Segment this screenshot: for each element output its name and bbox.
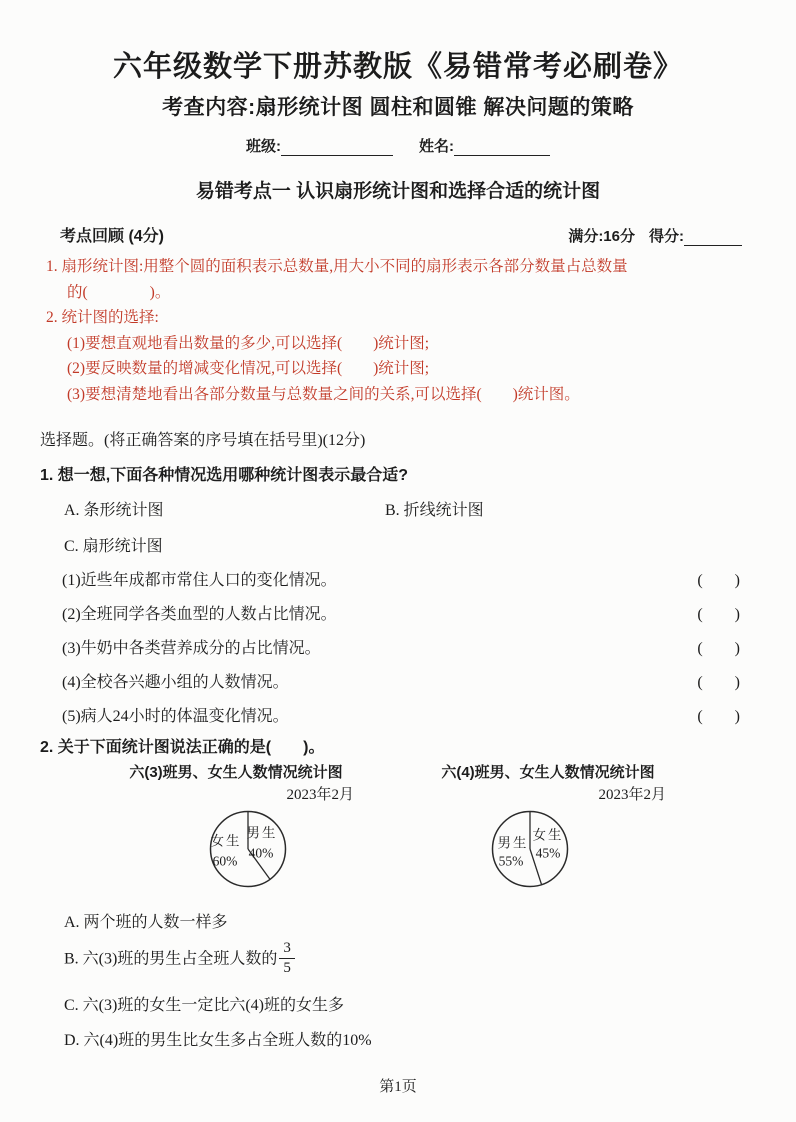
review-line: 2. 统计图的选择: — [46, 309, 159, 326]
review-line: 的( )。 — [67, 283, 171, 301]
answer-bracket[interactable]: ( ) — [697, 708, 740, 725]
pie-chart — [490, 809, 570, 889]
page-subtitle: 考查内容:扇形统计图 圆柱和圆锥 解决问题的策略 — [162, 96, 634, 119]
answer-bracket[interactable]: ( ) — [697, 606, 740, 623]
q2-option-b — [0, 942, 796, 978]
fraction-numerator: 3 — [279, 940, 295, 959]
question-2-stem: 2. 关于下面统计图说法正确的是( )。 — [40, 739, 325, 756]
pie-value-female: 60% — [212, 853, 238, 869]
fraction-denominator: 5 — [283, 959, 291, 976]
review-line: (3)要想清楚地看出各部分数量与总数量之间的关系,可以选择( )统计图。 — [67, 385, 580, 403]
review-line: (1)要想直观地看出数量的多少,可以选择( )统计图; — [67, 334, 430, 352]
q2-option-d: D. 六(4)班的男生比女生多占全班人数的10% — [64, 1032, 372, 1049]
q2-option-a: A. 两个班的人数一样多 — [64, 914, 228, 931]
question-item — [0, 669, 796, 692]
score-row — [0, 223, 796, 246]
full-score-label: 满分:16分 — [568, 228, 635, 245]
class-input-blank[interactable] — [281, 140, 393, 156]
pie-chart — [208, 809, 288, 889]
question-item — [0, 567, 796, 590]
pie-label-male: 男生 — [246, 825, 278, 841]
question-item — [0, 601, 796, 624]
chart-subtitle: 2023年2月 — [286, 787, 354, 803]
answer-bracket[interactable]: ( ) — [697, 674, 740, 691]
item-text: (1)近些年成都市常住人口的变化情况。 — [62, 572, 337, 589]
pie-chart-class-6-4 — [424, 761, 672, 889]
pie-charts-row — [0, 761, 796, 889]
fraction-three-fifths — [279, 940, 295, 976]
chart-title: 六(4)班男、女生人数情况统计图 — [441, 764, 655, 781]
review-notes-block — [46, 254, 796, 407]
review-line: (2)要反映数量的增减变化情况,可以选择( )统计图; — [67, 360, 430, 377]
q2-option-b-text: B. 六(3)班的男生占全班人数的 — [64, 950, 278, 968]
pie-label-female: 女生 — [210, 833, 242, 849]
score-area — [568, 225, 742, 246]
pie-label-male: 男生 — [497, 835, 529, 851]
item-text: (2)全班同学各类血型的人数占比情况。 — [62, 606, 337, 623]
name-input-blank[interactable] — [454, 140, 550, 156]
chart-subtitle: 2023年2月 — [598, 787, 666, 803]
question-1-options-row — [0, 497, 796, 520]
name-label: 姓名: — [419, 138, 454, 155]
option-b: B. 折线统计图 — [385, 502, 484, 519]
answer-bracket[interactable]: ( ) — [697, 572, 740, 589]
option-a: A. 条形统计图 — [64, 502, 164, 519]
item-text: (5)病人24小时的体温变化情况。 — [62, 708, 289, 725]
chart-title: 六(3)班男、女生人数情况统计图 — [129, 764, 343, 781]
pie-value-female: 45% — [535, 845, 561, 861]
score-input-blank[interactable] — [684, 230, 742, 246]
student-info-line — [0, 135, 796, 156]
review-line: 1. 扇形统计图:用整个圆的面积表示总数量,用大小不同的扇形表示各部分数量占总数量 — [46, 258, 628, 275]
pie-chart-class-6-3 — [112, 761, 360, 889]
choice-instruction: 选择题。(将正确答案的序号填在括号里)(12分) — [40, 432, 366, 449]
section-heading: 易错考点一 认识扇形统计图和选择合适的统计图 — [195, 181, 601, 202]
class-label: 班级: — [246, 138, 281, 155]
question-item — [0, 635, 796, 658]
review-label: 考点回顾 (4分) — [60, 228, 165, 245]
page-number: 第1页 — [379, 1079, 417, 1095]
question-item — [0, 703, 796, 726]
item-text: (3)牛奶中各类营养成分的占比情况。 — [62, 640, 321, 657]
page-title: 六年级数学下册苏教版《易错常考必刷卷》 — [112, 51, 683, 83]
pie-label-female: 女生 — [532, 827, 564, 843]
option-c: C. 扇形统计图 — [64, 538, 163, 555]
question-1-stem: 1. 想一想,下面各种情况选用哪种统计图表示最合适? — [40, 467, 409, 484]
pie-value-male: 55% — [498, 853, 524, 869]
pie-value-male: 40% — [248, 845, 274, 861]
item-text: (4)全校各兴趣小组的人数情况。 — [62, 674, 289, 691]
q2-option-c: C. 六(3)班的女生一定比六(4)班的女生多 — [64, 997, 344, 1014]
answer-bracket[interactable]: ( ) — [697, 640, 740, 657]
score-label: 得分: — [649, 228, 684, 245]
